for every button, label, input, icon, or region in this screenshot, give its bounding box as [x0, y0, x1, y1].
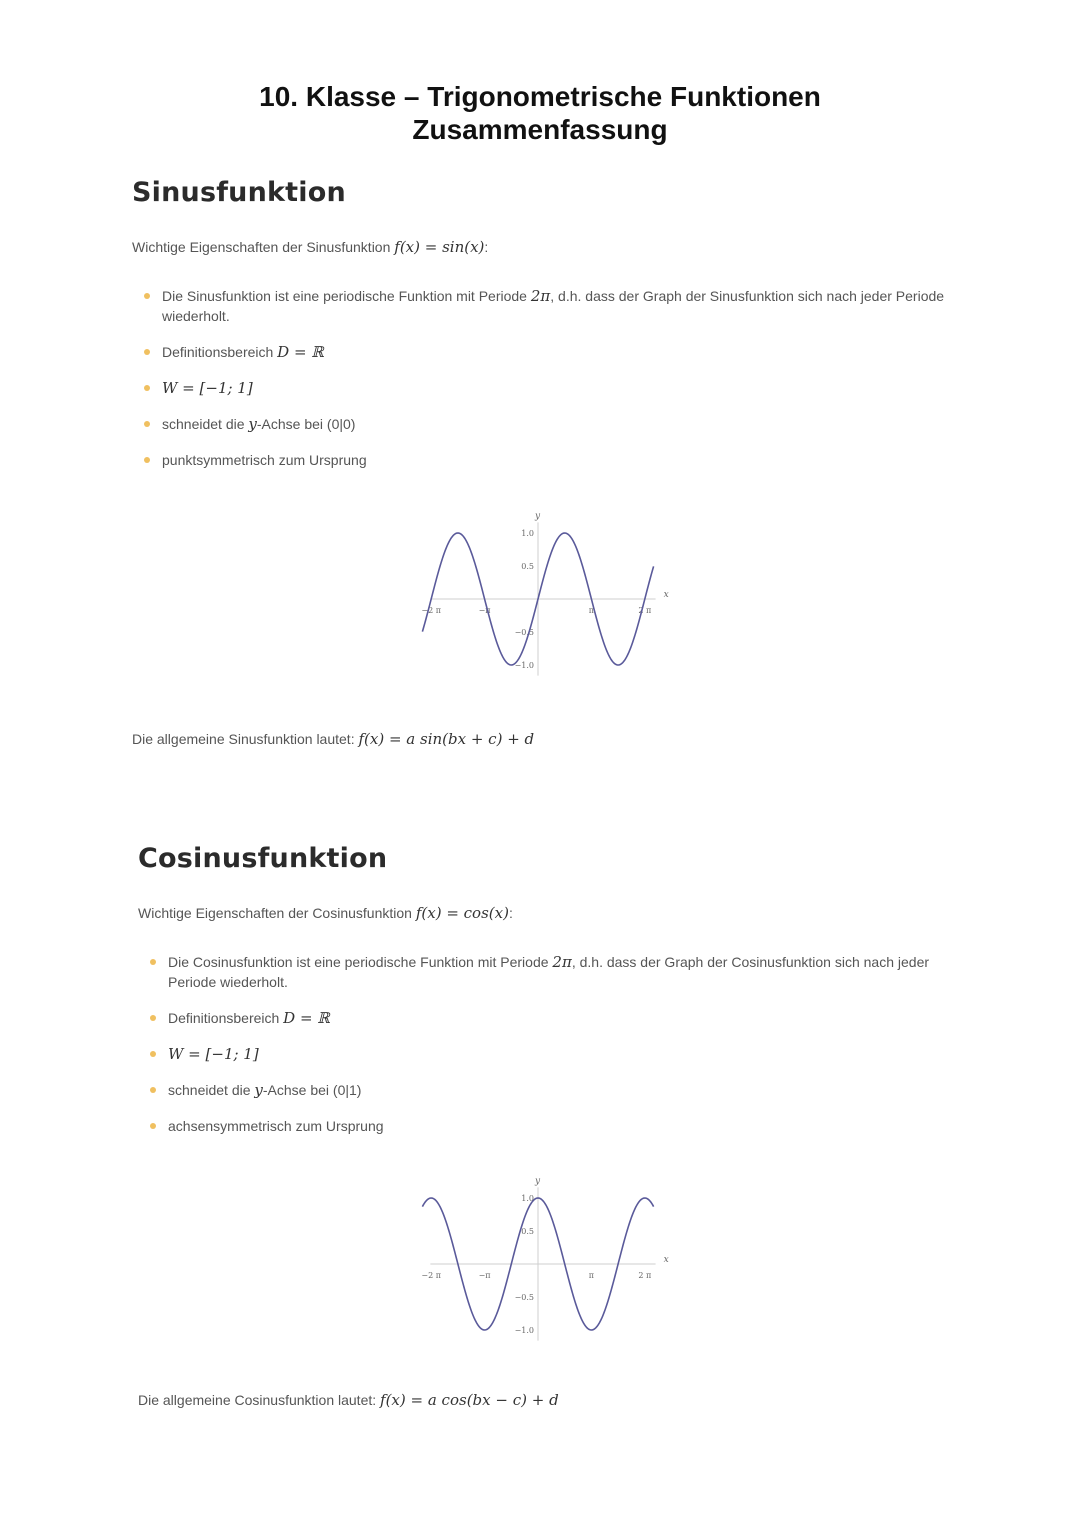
list-item [138, 1008, 958, 1028]
list-item [138, 1080, 958, 1100]
prop-text: Definitionsbereich [162, 344, 278, 360]
cosine-heading: Cosinusfunktion [138, 843, 388, 874]
y-tick-label: 1.0 [521, 529, 534, 538]
list-item [132, 378, 952, 398]
cosine-section [138, 843, 958, 1152]
general-text: Die allgemeine Sinusfunktion lautet: [132, 731, 359, 747]
prop-text-post: -Achse bei (0|0) [256, 416, 356, 432]
prop-text: schneidet die [162, 416, 249, 432]
cosine-intro-eq: = [441, 904, 464, 922]
sine-intro-f: f(x) [394, 238, 420, 256]
prop-text-post: , d.h. dass der Graph der Sinusfunktion sich nach jeder Periode wiederholt. [162, 288, 945, 324]
prop-math: y [248, 415, 257, 433]
sine-intro-eq: = [419, 238, 443, 256]
x-tick-label: 2 π [638, 606, 652, 615]
bullet-icon [150, 1087, 156, 1093]
y-tick-label: −1.0 [514, 661, 534, 670]
prop-text: Die Sinusfunktion ist eine periodische Funktion mit Periode [162, 288, 531, 304]
page-title: 10. Klasse – Trigonometrische Funktionen [259, 81, 821, 112]
sine-section [132, 177, 952, 486]
bullet-icon [150, 1051, 156, 1057]
y-tick-label: −0.5 [514, 1293, 534, 1302]
prop-math: y [254, 1081, 263, 1099]
prop-text-post: , d.h. dass der Graph der Cosinusfunktion sich nach jeder Periode wiederholt. [168, 954, 930, 990]
x-tick-label: −2 π [421, 606, 441, 615]
prop-text: Definitionsbereich [168, 1010, 284, 1026]
y-axis-label: y [535, 511, 541, 522]
sine-intro-end: : [484, 239, 489, 255]
general-formula: f(x) = a sin(bx + c) + d [358, 730, 535, 748]
y-tick-label: 1.0 [521, 1194, 534, 1203]
list-item [132, 450, 952, 470]
list-item [138, 1044, 958, 1064]
cosine-intro-text: Wichtige Eigenschaften der Cosinusfunktion [138, 905, 416, 921]
cosine-intro-f: f(x) [415, 904, 442, 922]
x-axis-label: x [663, 590, 669, 600]
x-tick-label: π [588, 606, 595, 615]
cosine-general-formula [138, 1391, 559, 1409]
prop-math: W = [−1; 1] [162, 379, 253, 397]
sine-general-formula [132, 730, 534, 748]
x-axis-label: x [663, 1255, 669, 1265]
cosine-property-list [138, 952, 958, 1136]
cosine-chart [410, 1170, 680, 1345]
bullet-icon [144, 293, 150, 299]
cosine-intro [138, 904, 958, 922]
page-subtitle: Zusammenfassung [412, 114, 668, 145]
bullet-icon [150, 1123, 156, 1129]
general-formula: f(x) = a cos(bx − c) + d [380, 1391, 559, 1409]
bullet-icon [144, 421, 150, 427]
cosine-intro-rhs: cos(x) [463, 904, 509, 922]
x-tick-label: −π [478, 1271, 491, 1280]
y-axis-label: y [535, 1176, 541, 1187]
x-tick-label: π [588, 1271, 595, 1280]
sine-chart [410, 505, 680, 680]
y-tick-label: −0.5 [514, 628, 534, 637]
list-item [132, 286, 952, 326]
prop-math: 2π [552, 953, 572, 971]
bullet-icon [144, 457, 150, 463]
prop-math: D = ℝ [277, 343, 324, 361]
prop-text-post: -Achse bei (0|1) [262, 1082, 362, 1098]
bullet-icon [150, 1015, 156, 1021]
y-tick-label: 0.5 [521, 1227, 534, 1236]
bullet-icon [144, 349, 150, 355]
list-item [138, 952, 958, 992]
y-tick-label: 0.5 [521, 562, 534, 571]
sine-intro-text: Wichtige Eigenschaften der Sinusfunktion [132, 239, 395, 255]
bullet-icon [150, 959, 156, 965]
prop-math: 2π [530, 287, 551, 305]
bullet-icon [144, 385, 150, 391]
list-item [132, 414, 952, 434]
prop-text: punktsymmetrisch zum Ursprung [162, 452, 367, 468]
list-item [132, 342, 952, 362]
x-tick-label: −2 π [421, 1271, 441, 1280]
sine-intro-rhs: sin(x) [442, 238, 485, 256]
cosine-intro-end: : [508, 905, 513, 921]
sine-heading: Sinusfunktion [132, 177, 346, 208]
prop-text: schneidet die [168, 1082, 255, 1098]
general-text: Die allgemeine Cosinusfunktion lautet: [138, 1392, 381, 1408]
prop-text: achsensymmetrisch zum Ursprung [168, 1118, 384, 1134]
prop-math: W = [−1; 1] [168, 1045, 259, 1063]
x-tick-label: 2 π [638, 1271, 652, 1280]
prop-math: D = ℝ [283, 1009, 330, 1027]
sine-property-list [132, 286, 952, 470]
x-tick-label: −π [478, 606, 491, 615]
prop-text: Die Cosinusfunktion ist eine periodische Funktion mit Periode [168, 954, 553, 970]
sine-intro [132, 238, 952, 256]
y-tick-label: −1.0 [514, 1326, 534, 1335]
list-item [138, 1116, 958, 1136]
